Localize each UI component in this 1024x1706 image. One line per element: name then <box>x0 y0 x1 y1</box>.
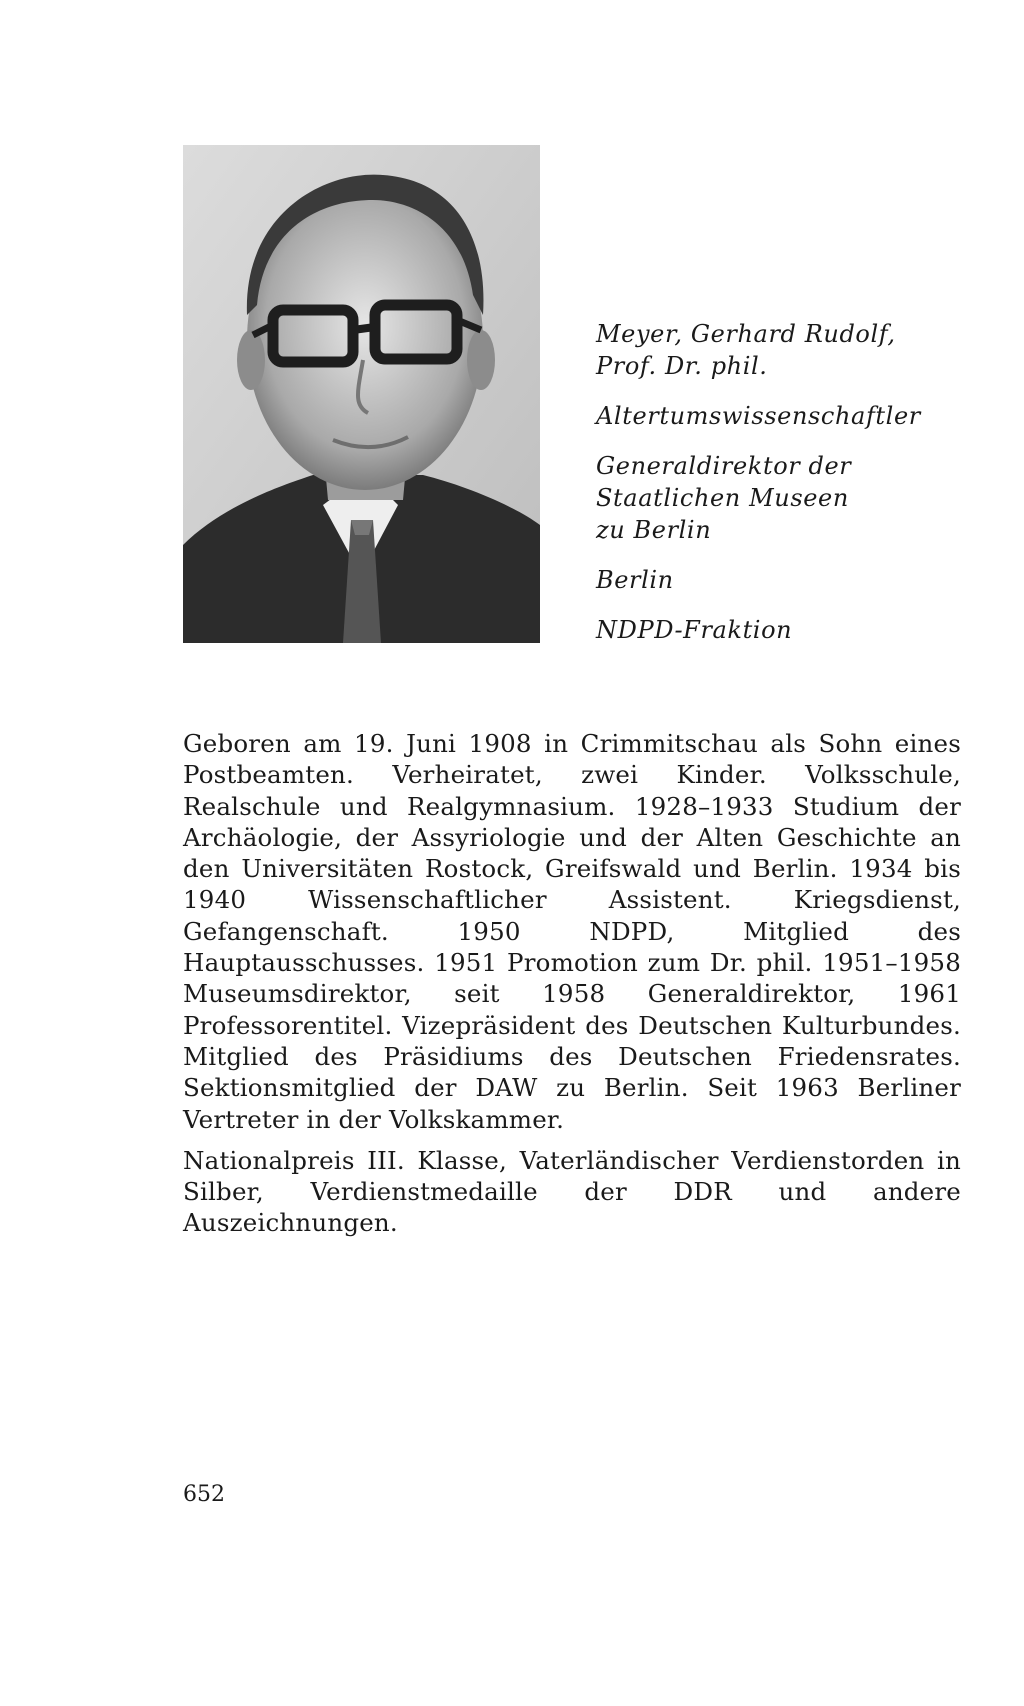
profile-title: Prof. Dr. phil. <box>596 352 768 380</box>
page-number: 652 <box>183 1482 225 1507</box>
profile-position-line2: Staatlichen Museen <box>596 484 849 512</box>
biography <box>183 728 961 1239</box>
portrait-photo <box>183 145 540 643</box>
profile-position-line1: Generaldirektor der <box>596 452 852 480</box>
biography-paragraph: Geboren am 19. Juni 1908 in Crimmitschau als Sohn eines Postbeamten. Verheiratet, zwei Kinder. Volksschule, Realschule und Realgymnasium. 1928–1933 Studium der Archäologie, der Assyriologie und der Alten Geschichte an den Universitäten Rostock, Greifswald und Berlin. 1934 bis 1940 Wissenschaftlicher Assistent. Kriegsdienst, Gefangenschaft. 1950 NDPD, Mitglied des Hauptausschusses. 1951 Promotion zum Dr. phil. 1951–1958 Museumsdirektor, seit 1958 Generaldirektor, 1961 Professorentitel. Vizepräsident des Deutschen Kulturbundes. Mitglied des Präsidiums des Deutschen Friedensrates. Sektionsmitglied der DAW zu Berlin. Seit 1963 Berliner Vertreter in der Volkskammer. <box>183 729 961 1134</box>
portrait-illustration <box>183 145 540 643</box>
profile-faction: NDPD-Fraktion <box>596 616 793 644</box>
profile-position-line3: zu Berlin <box>596 516 712 544</box>
profile-profession: Altertumswissenschaftler <box>596 402 921 430</box>
profile-info <box>596 318 996 646</box>
profile-constituency: Berlin <box>596 566 674 594</box>
awards-paragraph: Nationalpreis III. Klasse, Vaterländischer Verdienstorden in Silber, Verdienstmedaille der DDR und andere Auszeichnungen. <box>183 1145 961 1238</box>
profile-name: Meyer, Gerhard Rudolf, <box>596 320 896 348</box>
